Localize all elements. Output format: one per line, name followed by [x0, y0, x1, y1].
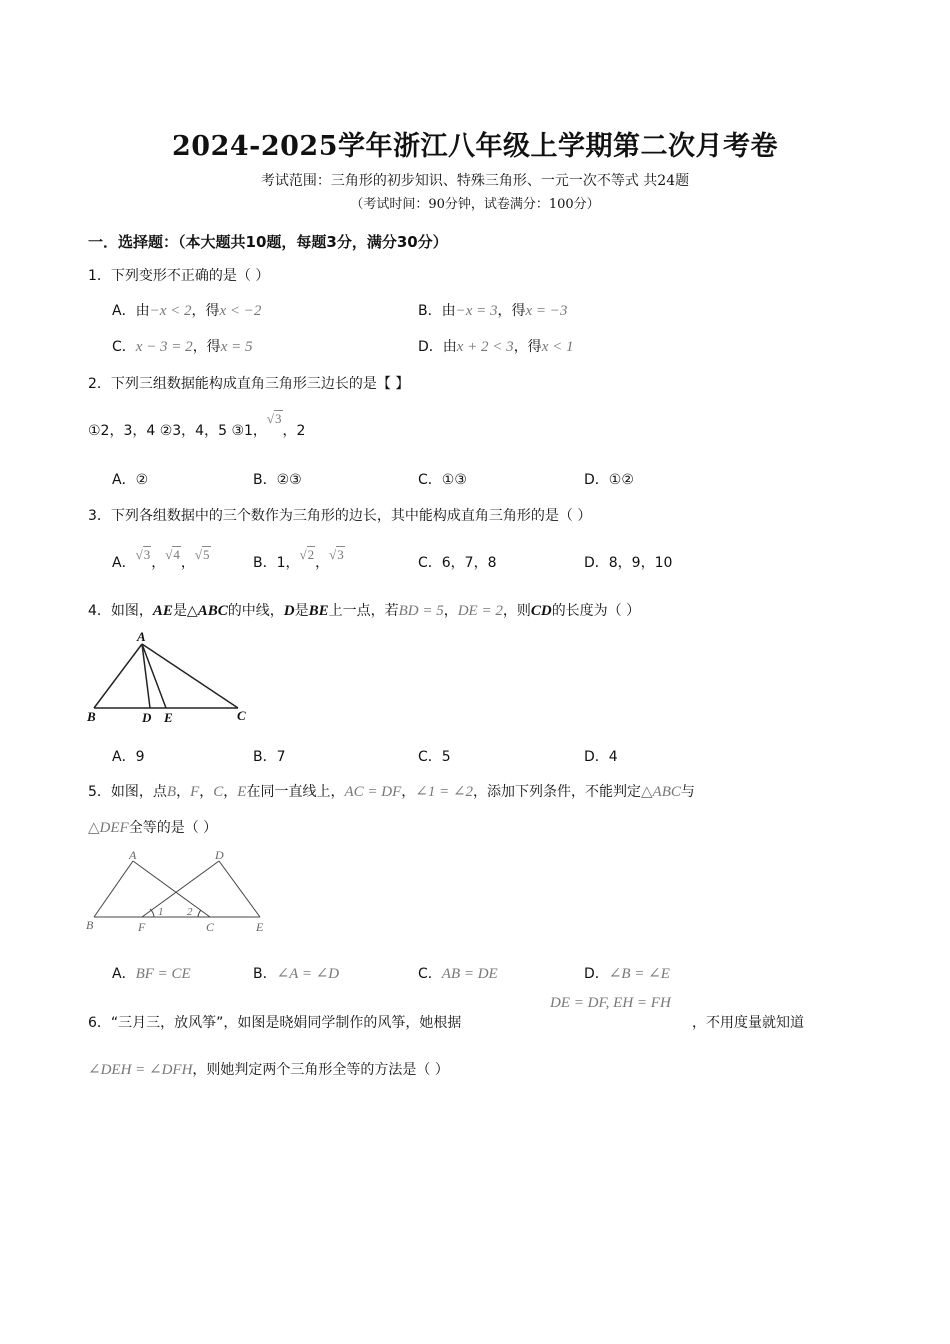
q4-option-d: D．4 [584, 749, 618, 765]
question-2-stem: 2．下列三组数据能构成直角三角形三边长的是【 】 [88, 376, 410, 392]
q5-triangles-figure [84, 845, 274, 940]
question-3-stem: 3．下列各组数据中的三个数作为三角形的边长，其中能构成直角三角形的是（ ） [88, 508, 592, 524]
q5-option-c: C．AB = DE [418, 966, 498, 982]
question-1-stem: 1．下列变形不正确的是（ ） [88, 268, 270, 284]
q5-label-a: A [129, 848, 137, 862]
q4-label-c: C [237, 708, 246, 723]
question-6-stem-line2: ∠DEH = ∠DFH，则她判定两个三角形全等的方法是（ ） [88, 1062, 449, 1078]
section-title: 一．选择题：（本大题共10题，每题3分，满分30分） [88, 233, 448, 251]
q5-label-c: C [206, 920, 215, 934]
exam-time: （考试时间：90分钟，试卷满分：100分） [350, 197, 600, 212]
question-6-stem-line1-end: ，不用度量就知道 [692, 1015, 804, 1031]
q5-side-df [142, 861, 219, 917]
q1-option-b: B．由−x = 3，得x = −3 [418, 303, 568, 319]
q4-label-a: A [137, 629, 146, 644]
q4-label-e: E [164, 710, 173, 725]
q4-label-d: D [142, 710, 152, 725]
q2-option-d: D．①② [584, 472, 634, 488]
q4-side-ab [94, 644, 142, 708]
q4-side-ac [142, 644, 238, 708]
q4-label-b: B [87, 709, 96, 724]
q3-option-c: C．6，7，8 [418, 555, 497, 571]
q2-option-a: A．② [112, 472, 149, 488]
q3-option-a: A．√3，√4，√5 [112, 547, 210, 571]
question-5-stem-line1: 5．如图，点B，F，C，E在同一直线上，AC = DF，∠1 = ∠2，添加下列条件，不能判定△ABC与 [88, 784, 695, 800]
q5-label-angle-1: 1 [158, 906, 164, 918]
q5-side-ac [133, 861, 210, 917]
question-6-stem-line1: 6．“三月三，放风筝”，如图是晓娟同学制作的风筝，她根据 [88, 1015, 462, 1031]
question-4-stem: 4．如图，AE是△ABC的中线，D是BE上一点，若BD = 5，DE = 2，则CD的长度为（ ） [88, 603, 641, 619]
q5-label-e: E [256, 920, 264, 934]
q5-label-b: B [86, 918, 94, 932]
q2-option-b: B．②③ [253, 472, 302, 488]
q5-angle-2-arc [198, 910, 201, 917]
q5-option-d: D．∠B = ∠E [584, 966, 670, 982]
q1-option-c: C．x − 3 = 2，得x = 5 [112, 339, 253, 355]
q5-label-d: D [215, 848, 224, 862]
q3-option-d: D．8，9，10 [584, 555, 673, 571]
q5-label-angle-2: 2 [187, 906, 193, 918]
q4-option-b: B．7 [253, 749, 286, 765]
exam-title: 2024-2025学年浙江八年级上学期第二次月考卷 [172, 131, 778, 162]
q4-option-a: A．9 [112, 749, 145, 765]
q4-option-c: C．5 [418, 749, 451, 765]
question-5-stem-line2: △DEF全等的是（ ） [88, 820, 218, 836]
q5-option-a: A．BF = CE [112, 966, 191, 982]
q2-option-c: C．①③ [418, 472, 467, 488]
q5-label-f: F [138, 920, 146, 934]
q2-groups: ①2，3，4 ②3，4，5 ③1，√3，2 [88, 411, 306, 439]
q5-side-ba [94, 861, 133, 917]
q4-triangle-figure [84, 628, 254, 728]
q5-option-b: B．∠A = ∠D [253, 966, 340, 982]
q1-option-d: D．由x + 2 < 3，得x < 1 [418, 339, 574, 355]
exam-scope: 考试范围：三角形的初步知识、特殊三角形、一元一次不等式 共24题 [260, 173, 690, 189]
q5-side-de [219, 861, 260, 917]
q3-option-b: B．1，√2，√3 [253, 547, 344, 571]
question-6-condition: DE = DF, EH = FH [550, 995, 671, 1011]
q1-option-a: A．由−x < 2，得x < −2 [112, 303, 262, 319]
